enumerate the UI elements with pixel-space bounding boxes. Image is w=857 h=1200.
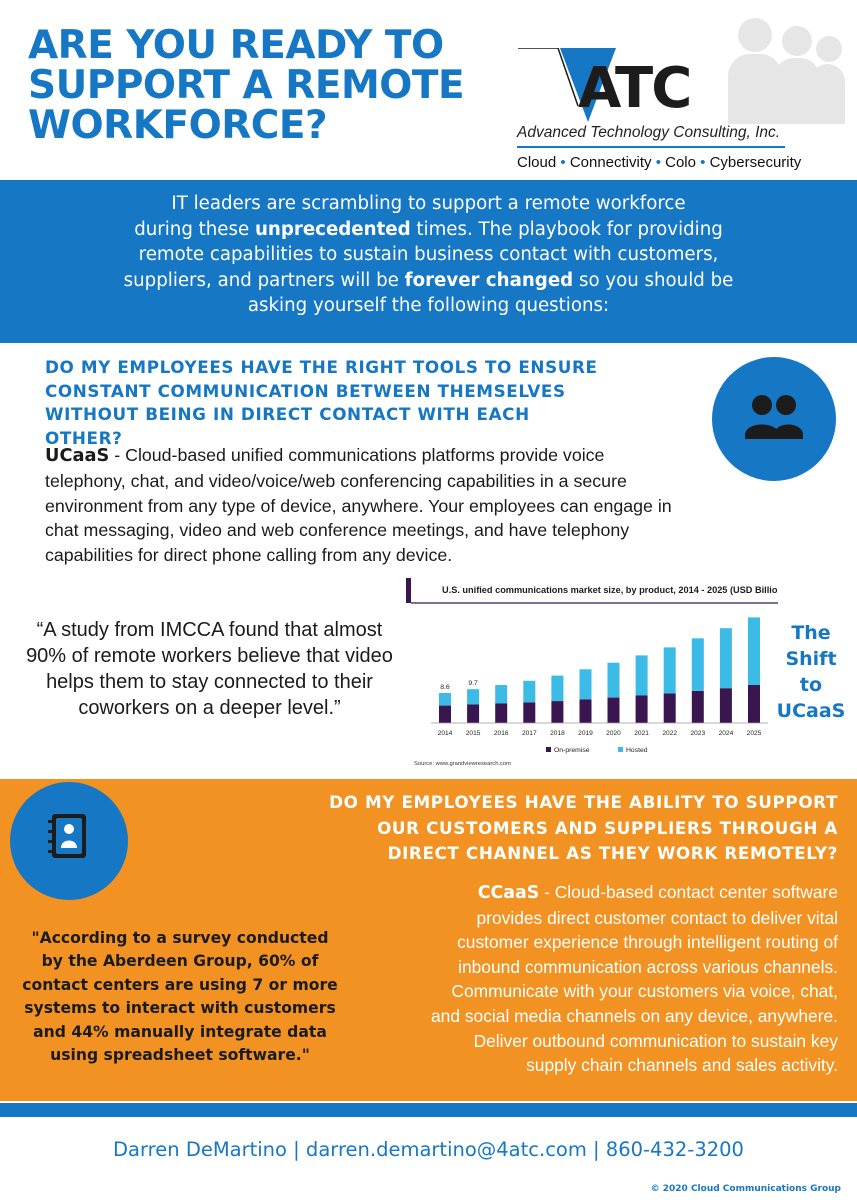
chart-x-tick-label: 2023 xyxy=(690,730,706,737)
chart-x-tick-label: 2020 xyxy=(606,730,621,737)
chart-bar-hosted xyxy=(551,676,563,701)
ccaas-term: CCaaS xyxy=(477,883,540,903)
people-icon xyxy=(712,357,836,481)
chart-bar-hosted xyxy=(608,663,620,698)
chart-x-tick-label: 2024 xyxy=(718,730,734,737)
logo-divider xyxy=(517,146,785,148)
chart-bar-on-premise xyxy=(495,704,507,724)
chart-x-tick-label: 2022 xyxy=(662,730,678,737)
chart-bar-on-premise xyxy=(551,701,563,723)
tagline-item: Cybersecurity xyxy=(709,154,802,171)
market-size-chart xyxy=(406,575,778,771)
chart-x-tick-label: 2014 xyxy=(437,730,453,737)
chart-title: U.S. unified communications market size, by product, 2014 - 2025 (USD Billion) xyxy=(442,585,778,595)
ucaas-term: UCaaS xyxy=(45,445,110,466)
chart-x-tick-label: 2025 xyxy=(746,730,762,737)
logo-wordmark: ATC xyxy=(578,56,691,121)
copyright-notice: © 2020 Cloud Communications Group xyxy=(650,1184,841,1194)
chart-legend-label: On-premise xyxy=(554,747,590,754)
ccaas-description xyxy=(420,880,838,1078)
tagline-separator: • xyxy=(560,154,566,171)
tagline-item: Colo xyxy=(665,154,696,171)
chart-title-accent xyxy=(406,578,411,603)
chart-x-tick-label: 2016 xyxy=(493,730,509,737)
chart-legend-swatch xyxy=(618,747,623,752)
chart-bar-hosted xyxy=(439,693,451,706)
chart-bar-hosted xyxy=(523,681,535,703)
footer-contact-line: Darren DeMartino | darren.demartino@4atc.com | 860-432-3200 xyxy=(113,1138,744,1161)
intro-paragraph xyxy=(95,191,762,319)
people-icon-badge xyxy=(712,357,836,481)
intro-emphasis: forever changed xyxy=(404,269,574,291)
intro-line: so you should be xyxy=(573,269,734,291)
chart-bar-hosted xyxy=(495,685,507,704)
tagline-separator: • xyxy=(700,154,706,171)
logo-tagline xyxy=(517,154,801,171)
intro-emphasis: unprecedented xyxy=(254,218,411,240)
chart-bar-on-premise xyxy=(664,693,676,723)
chart-bar-on-premise xyxy=(748,685,760,723)
chart-x-tick-label: 2017 xyxy=(521,730,537,737)
contact-book-icon-badge xyxy=(10,782,128,900)
aberdeen-quote: "According to a survey conducted by the Aberdeen Group, 60% of contact centers are using 7 or more systems to interact with customers and 44% manually integrate data using spreadsheet software." xyxy=(22,929,338,1065)
intro-line: times. The playbook for providing xyxy=(410,218,723,240)
chart-bar-hosted xyxy=(720,628,732,688)
page-headline: ARE YOU READY TO SUPPORT A REMOTE WORKFORCE? xyxy=(28,23,465,148)
chart-data-label: 9.7 xyxy=(468,680,478,688)
chart-bar-hosted xyxy=(467,689,479,704)
tagline-item: Cloud xyxy=(517,154,557,171)
atc-logo xyxy=(500,18,845,178)
intro-line: IT leaders are scrambling to support a remote workforce xyxy=(171,193,686,214)
chart-data-label: 8.6 xyxy=(440,684,450,691)
section2-question: DO MY EMPLOYEES HAVE THE ABILITY TO SUPPORT OUR CUSTOMERS AND SUPPLIERS THROUGH A DIRECT CHANNEL AS THEY WORK REMOTELY? xyxy=(329,792,838,863)
chart-x-ticks xyxy=(438,730,762,737)
ucaas-description xyxy=(45,443,685,568)
chart-source: Source: www.grandviewresearch.com xyxy=(414,761,511,767)
logo-company-name: Advanced Technology Consulting, Inc. xyxy=(517,124,781,141)
chart-bar-on-premise xyxy=(720,688,732,723)
chart-legend-label: Hosted xyxy=(626,747,648,754)
intro-line: suppliers, and partners will be xyxy=(123,269,405,291)
chart-bars xyxy=(431,617,768,723)
chart-bar-on-premise xyxy=(523,702,535,723)
chart-legend xyxy=(546,747,648,754)
chart-x-tick-label: 2015 xyxy=(465,730,481,737)
intro-line: remote capabilities to sustain business contact with customers, xyxy=(138,244,719,266)
intro-line: asking yourself the following questions: xyxy=(247,295,610,317)
chart-svg xyxy=(406,575,778,771)
chart-x-tick-label: 2019 xyxy=(578,730,593,737)
chart-bar-on-premise xyxy=(608,698,620,723)
chart-bar-hosted xyxy=(580,669,592,699)
tagline-item: Connectivity xyxy=(569,154,652,171)
chart-bar-on-premise xyxy=(439,706,451,723)
chart-bar-on-premise xyxy=(467,705,479,724)
bottom-blue-band xyxy=(0,1103,857,1117)
chart-bar-on-premise xyxy=(636,696,648,724)
chart-x-tick-label: 2018 xyxy=(550,730,565,737)
ccaas-text: - Cloud-based contact center software provides direct customer contact to deliver vital customer experience through intelligent routing of inbound communication across various channels. Communicate with your customers via voice, chat, and social media channels on any device, anywhere. Deliver outbound communication to sustain key supply chain channels and sales activity. xyxy=(431,882,838,1076)
shift-to-ucaas-label: The Shift to UCaaS xyxy=(776,622,846,722)
chart-legend-swatch xyxy=(546,747,551,752)
chart-x-tick-label: 2021 xyxy=(634,730,649,737)
section1-question: DO MY EMPLOYEES HAVE THE RIGHT TOOLS TO ENSURE CONSTANT COMMUNICATION BETWEEN THEMSELVES WITHOUT BEING IN DIRECT CONTACT WITH EACH OTHER? xyxy=(45,357,598,448)
chart-bar-hosted xyxy=(748,617,760,685)
chart-bar-on-premise xyxy=(580,699,592,723)
chart-bar-hosted xyxy=(636,655,648,695)
chart-bar-hosted xyxy=(692,638,704,691)
intro-line: during these xyxy=(134,218,255,240)
chart-bar-hosted xyxy=(664,647,676,693)
chart-bar-on-premise xyxy=(692,691,704,723)
tagline-separator: • xyxy=(655,154,661,171)
imcca-quote: “A study from IMCCA found that almost 90% of remote workers believe that video helps them to stay connected to their coworkers on a deeper level.” xyxy=(26,619,393,719)
contact-book-icon xyxy=(10,782,128,900)
ucaas-text: - Cloud-based unified communications platforms provide voice telephony, chat, and video/voice/web conferencing capabilities in a secure environment from any type of device, anywhere. Your employees can engage in chat messaging, video and web conference meetings, and have telephony capabilities for direct phone calling from any device. xyxy=(45,445,672,566)
